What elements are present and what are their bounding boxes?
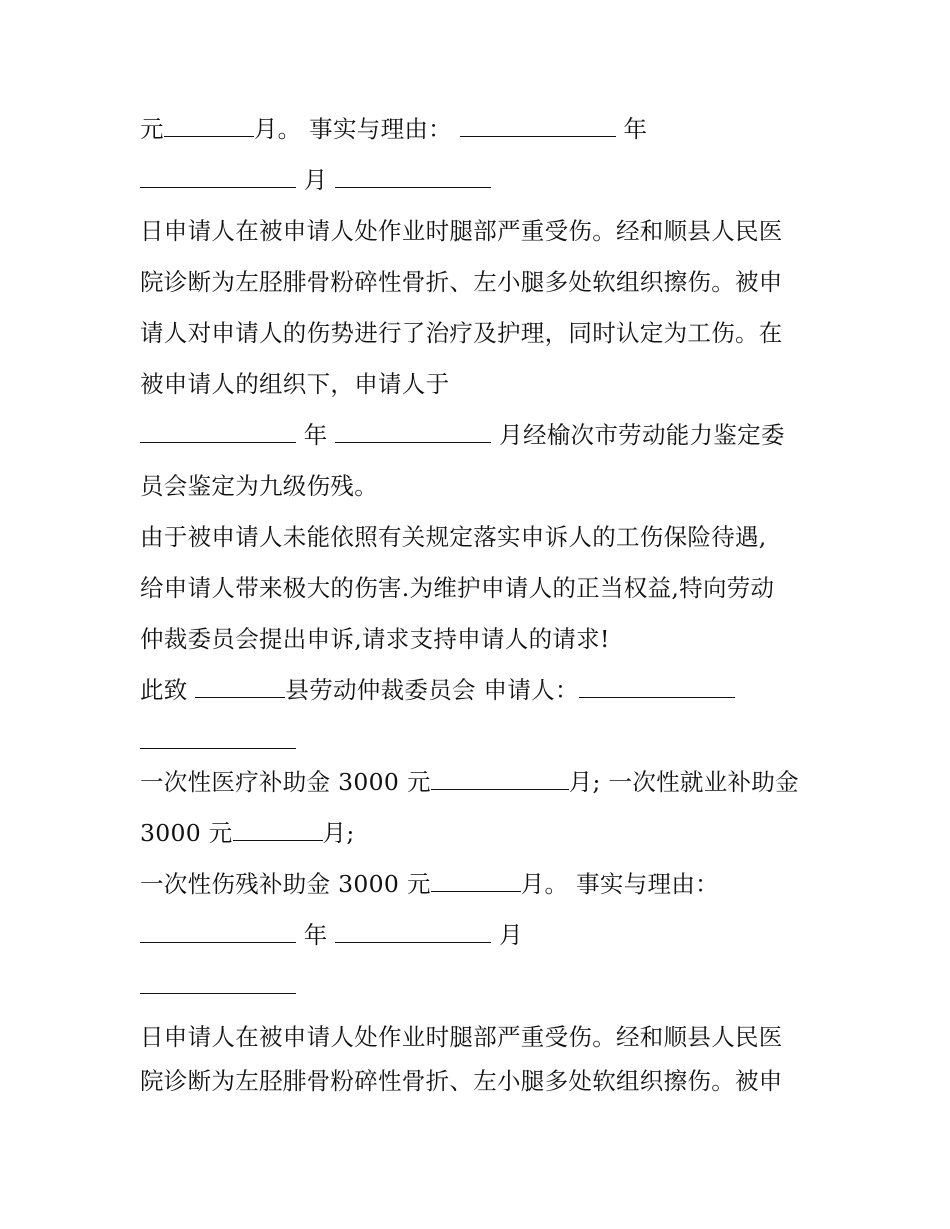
text-run: 县劳动仲裁委员会 申请人： [285,676,579,704]
text-run: 月; 一次性就业补助金 [568,768,799,796]
fill-in-blank [140,747,296,749]
text-line [140,724,296,758]
text-line [140,918,523,952]
text-run: 元 [140,115,164,143]
text-run: 月。 事实与理由： [253,115,452,143]
fill-in-blank [140,941,296,943]
fill-in-blank [579,696,735,698]
fill-in-blank [140,992,296,994]
text-line [140,673,735,707]
text-line: 由于被申请人未能依照有关规定落实申诉人的工伤保险待遇, [140,523,767,551]
text-run: 月经榆次市劳动能力鉴定委 [499,421,785,449]
text-line: 员会鉴定为九级伤残。 [140,472,378,500]
text-run: 月 [303,166,328,194]
fill-in-blank [233,839,323,841]
text-line: 给申请人带来极大的伤害.为维护申请人的正当权益,特向劳动 [140,574,775,602]
text-line: 日申请人在被申请人处作业时腿部严重受伤。经和顺县人民医 [140,1023,783,1051]
fill-in-blank [164,135,254,137]
fill-in-blank [335,441,491,443]
fill-in-blank [460,135,616,137]
text-line: 院诊断为左胫腓骨粉碎性骨折、左小腿多处软组织擦伤。被申 [140,1067,783,1095]
text-line [140,163,491,197]
text-run: 月。 事实与理由： [520,870,719,898]
text-line [140,765,799,799]
text-line: 院诊断为左胫腓骨粉碎性骨折、左小腿多处软组织擦伤。被申 [140,268,783,296]
text-run: 年 [303,421,328,449]
fill-in-blank [335,186,491,188]
text-line: 被申请人的组织下，申请人于 [140,370,450,398]
text-run: 3000 元 [140,819,233,847]
text-line [140,816,355,850]
text-run: 年 [623,115,648,143]
text-run: 月 [499,921,523,949]
fill-in-blank [431,788,569,790]
fill-in-blank [335,941,491,943]
text-line: 仲裁委员会提出申诉,请求支持申请人的请求! [140,625,610,653]
text-line: 日申请人在被申请人处作业时腿部严重受伤。经和顺县人民医 [140,217,783,245]
text-run: 月; [322,819,355,847]
text-line [140,867,719,901]
text-run: 此致 [140,676,188,704]
fill-in-blank [195,696,285,698]
text-run: 年 [303,921,328,949]
text-run: 一次性伤残补助金 3000 元 [140,870,431,898]
fill-in-blank [140,186,296,188]
fill-in-blank [140,441,296,443]
text-run: 一次性医疗补助金 3000 元 [140,768,431,796]
text-line [140,418,785,452]
text-line [140,112,647,146]
fill-in-blank [431,890,521,892]
text-line: 请人对申请人的伤势进行了治疗及护理，同时认定为工伤。在 [140,319,783,347]
text-line [140,969,296,1003]
